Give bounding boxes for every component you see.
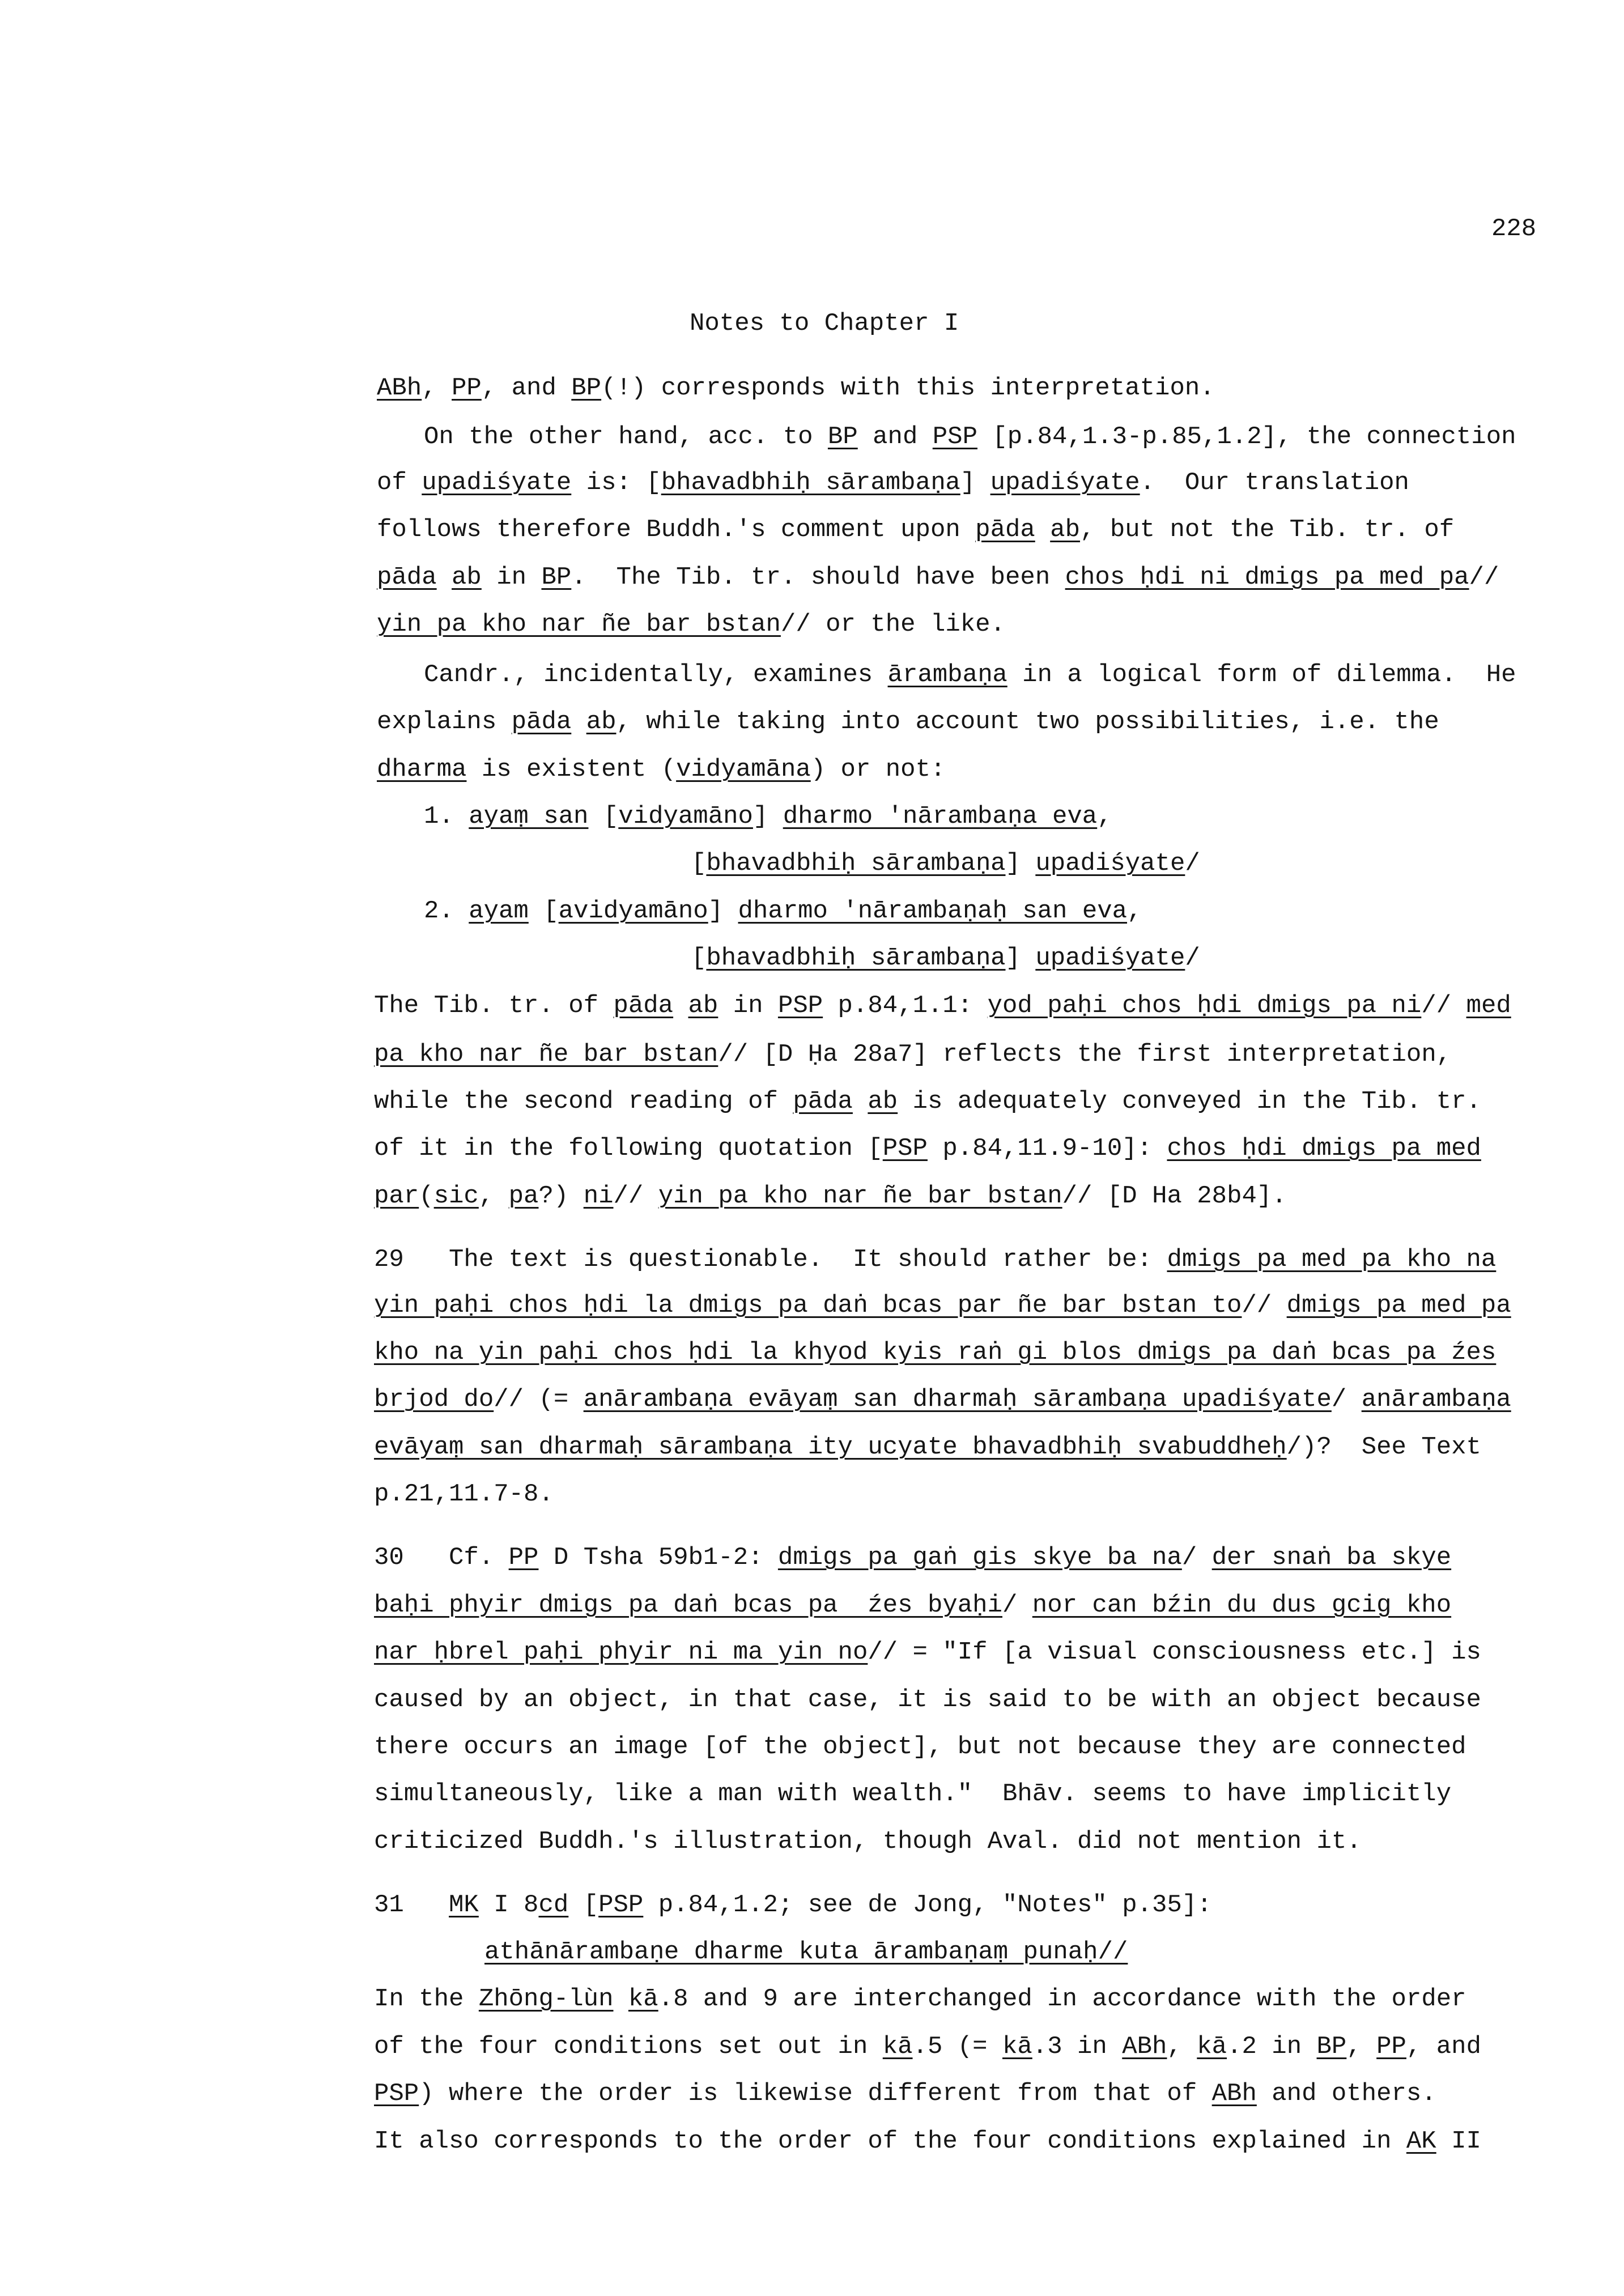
text-line bbox=[691, 847, 1200, 881]
text-run: // (= bbox=[494, 1385, 584, 1414]
text-run: explains bbox=[377, 708, 512, 736]
text-run: , but not the Tib. tr. of bbox=[1080, 516, 1455, 544]
underlined-term: kho na yin paḥi chos ḥdi la khyod kyis raṅ gi blos dmigs pa daṅ bcas pa źes bbox=[374, 1338, 1497, 1367]
underlined-term: upadiśyate bbox=[990, 469, 1140, 497]
text-run: ?) bbox=[538, 1182, 584, 1210]
text-run: In the bbox=[374, 1985, 479, 2013]
note-31-line bbox=[374, 2077, 1436, 2111]
text-run: /)? See Text bbox=[1286, 1433, 1481, 1461]
text-run: of the four conditions set out in bbox=[374, 2033, 883, 2061]
underlined-term: PSP bbox=[374, 2080, 419, 2108]
text-run: [ bbox=[528, 897, 559, 925]
underlined-term: kā bbox=[882, 2033, 913, 2061]
underlined-term: par bbox=[374, 1182, 419, 1210]
text-run: in bbox=[718, 992, 778, 1020]
text-line bbox=[374, 1038, 1451, 1072]
text-run: 1. bbox=[424, 802, 469, 831]
text-run: . Our translation bbox=[1140, 469, 1409, 497]
text-run: It also corresponds to the order of the four conditions explained in bbox=[374, 2127, 1406, 2155]
text-run bbox=[853, 1087, 868, 1116]
underlined-term: bhavadbhiḥ sārambaṇa bbox=[661, 469, 960, 497]
text-run: p.21,11.7-8. bbox=[374, 1480, 554, 1508]
underlined-term: brjod do bbox=[374, 1385, 494, 1414]
text-run: II bbox=[1436, 2127, 1481, 2155]
underlined-term: ab bbox=[688, 992, 719, 1020]
text-run: ] bbox=[753, 802, 783, 831]
text-run: On the other hand, acc. to bbox=[424, 423, 828, 451]
text-line bbox=[377, 371, 1215, 405]
underlined-term: ABh bbox=[1211, 2080, 1257, 2108]
underlined-term: BP bbox=[541, 563, 572, 592]
text-run: ) or not: bbox=[810, 755, 946, 784]
note-31-line bbox=[374, 2030, 1481, 2064]
text-run bbox=[571, 708, 586, 736]
note-29-line bbox=[374, 1430, 1481, 1464]
text-line bbox=[374, 1085, 1481, 1119]
text-run: // = "If [a visual consciousness etc.] is bbox=[868, 1638, 1481, 1666]
underlined-term: sic bbox=[433, 1182, 479, 1210]
text-run: is: [ bbox=[571, 469, 661, 497]
text-line bbox=[424, 420, 1516, 454]
underlined-term: PSP bbox=[598, 1891, 644, 1919]
underlined-term: upadiśyate bbox=[1035, 944, 1185, 972]
text-run: / bbox=[1185, 849, 1200, 878]
note-30-line bbox=[374, 1588, 1451, 1622]
underlined-term: kā bbox=[1002, 2033, 1032, 2061]
text-line bbox=[377, 752, 945, 786]
text-run: of bbox=[377, 469, 422, 497]
underlined-term: yin paḥi chos ḥdi la dmigs pa daṅ bcas par ñe bar bstan to bbox=[374, 1291, 1242, 1320]
text-run: Candr., incidentally, examines bbox=[424, 661, 888, 689]
text-run: , while taking into account two possibilities, i.e. the bbox=[616, 708, 1439, 736]
underlined-term: ABh bbox=[1122, 2033, 1167, 2061]
note-29-line bbox=[374, 1477, 554, 1511]
underlined-term: med bbox=[1466, 992, 1511, 1020]
text-run: is existent ( bbox=[466, 755, 677, 784]
underlined-term: vidyamāna bbox=[676, 755, 811, 784]
underlined-term: MK bbox=[449, 1891, 479, 1919]
text-run: [p.84,1.3-p.85,1.2], the connection bbox=[977, 423, 1516, 451]
text-run: [ bbox=[691, 849, 707, 878]
note-30-line bbox=[374, 1683, 1481, 1717]
underlined-term: ārambaṇa bbox=[887, 661, 1007, 689]
note-29-line bbox=[374, 1289, 1511, 1323]
text-run: , bbox=[478, 1182, 509, 1210]
underlined-term: PSP bbox=[882, 1134, 928, 1163]
underlined-term: pāda bbox=[511, 708, 572, 736]
underlined-term: anārambaṇa bbox=[1361, 1385, 1511, 1414]
underlined-term: PP bbox=[452, 374, 482, 402]
text-run: / bbox=[1002, 1591, 1032, 1619]
text-run: // [D Ḥa 28a7] reflects the first interpretation, bbox=[718, 1040, 1452, 1069]
text-line bbox=[424, 658, 1516, 692]
text-line bbox=[377, 560, 1499, 594]
note-30-line bbox=[374, 1777, 1451, 1811]
text-run: / bbox=[1331, 1385, 1362, 1414]
text-run: .2 in bbox=[1227, 2033, 1317, 2061]
underlined-term: PP bbox=[1376, 2033, 1406, 2061]
text-line bbox=[374, 1179, 1287, 1213]
underlined-term: nar ḥbrel paḥi phyir ni ma yin no bbox=[374, 1638, 868, 1666]
note-31-line bbox=[374, 1888, 1212, 1922]
underlined-term: bhavadbhiḥ sārambaṇa bbox=[706, 849, 1006, 878]
text-run: is adequately conveyed in the Tib. tr. bbox=[898, 1087, 1481, 1116]
underlined-term: baḥi phyir dmigs pa daṅ bcas pa źes byaḥi bbox=[374, 1591, 1002, 1619]
underlined-term: PP bbox=[508, 1544, 539, 1572]
text-run: , bbox=[1127, 897, 1142, 925]
note-30-line bbox=[374, 1730, 1466, 1764]
text-run: and others. bbox=[1256, 2080, 1436, 2108]
text-run: .8 and 9 are interchanged in accordance with the order bbox=[658, 1985, 1466, 2013]
text-run: 31 bbox=[374, 1891, 449, 1919]
underlined-term: ab bbox=[586, 708, 617, 736]
underlined-term: ab bbox=[1050, 516, 1081, 544]
underlined-term: ayam bbox=[469, 897, 529, 925]
underlined-term: kā bbox=[628, 1985, 658, 2013]
text-run bbox=[673, 992, 688, 1020]
text-run: simultaneously, like a man with wealth." Bhāv. seems to have implicitly bbox=[374, 1780, 1452, 1808]
underlined-term: upadiśyate bbox=[1035, 849, 1185, 878]
text-run: / bbox=[1185, 944, 1200, 972]
text-run: // bbox=[613, 1182, 658, 1210]
text-run: // bbox=[1469, 563, 1499, 592]
text-run: in a logical form of dilemma. He bbox=[1007, 661, 1516, 689]
underlined-term: chos ḥdi ni dmigs pa med pa bbox=[1065, 563, 1469, 592]
text-run: in bbox=[481, 563, 542, 592]
underlined-term: pa kho nar ñe bar bstan bbox=[374, 1040, 719, 1069]
underlined-term: ABh bbox=[377, 374, 422, 402]
underlined-term: PSP bbox=[777, 992, 823, 1020]
running-heading: Notes to Chapter I bbox=[690, 309, 959, 338]
underlined-term: dmigs pa med pa bbox=[1286, 1291, 1511, 1320]
note-31-verse bbox=[484, 1935, 1128, 1969]
text-line bbox=[424, 800, 1112, 834]
text-line bbox=[377, 513, 1454, 547]
text-run: // or the like. bbox=[780, 610, 1005, 639]
text-run: 30 Cf. bbox=[374, 1544, 509, 1572]
underlined-term: AK bbox=[1406, 2127, 1436, 2155]
text-run: D Tsha 59b1-2: bbox=[538, 1544, 778, 1572]
text-run: ] bbox=[708, 897, 738, 925]
text-run: there occurs an image [of the object], but not because they are connected bbox=[374, 1733, 1466, 1761]
underlined-term: avidyamāno bbox=[558, 897, 708, 925]
text-run: and bbox=[857, 423, 933, 451]
underlined-term: dmigs pa med pa kho na bbox=[1167, 1245, 1497, 1274]
text-run: , bbox=[422, 374, 452, 402]
text-run: [ bbox=[588, 802, 619, 831]
note-30-line bbox=[374, 1635, 1481, 1669]
text-line bbox=[691, 941, 1200, 975]
text-run: / bbox=[1181, 1544, 1212, 1572]
underlined-term: chos ḥdi dmigs pa med bbox=[1167, 1134, 1481, 1163]
underlined-term: yod paḥi chos ḥdi dmigs pa ni bbox=[987, 992, 1422, 1020]
underlined-term: pāda bbox=[377, 563, 437, 592]
text-line bbox=[377, 607, 1005, 641]
note-29-line bbox=[374, 1336, 1496, 1370]
text-run: .5 (= bbox=[912, 2033, 1002, 2061]
underlined-term: dharmo 'nārambaṇa eva bbox=[783, 802, 1098, 831]
underlined-term: dharma bbox=[377, 755, 467, 784]
note-31-line bbox=[374, 1982, 1466, 2016]
text-line bbox=[374, 1132, 1481, 1166]
text-run: // [D Ha 28b4]. bbox=[1062, 1182, 1287, 1210]
underlined-term: evāyaṃ san dharmaḥ sārambaṇa ity ucyate bhavadbhiḥ svabuddheḥ bbox=[374, 1433, 1287, 1461]
text-run: (!) corresponds with this interpretation. bbox=[601, 374, 1215, 402]
underlined-term: PSP bbox=[932, 423, 977, 451]
text-line bbox=[424, 894, 1142, 928]
text-run bbox=[1035, 516, 1050, 544]
text-run: p.84,1.1: bbox=[823, 992, 988, 1020]
text-run: ] bbox=[1005, 944, 1036, 972]
underlined-term: ab bbox=[868, 1087, 898, 1116]
text-run: , bbox=[1167, 2033, 1197, 2061]
underlined-term: der snaṅ ba skye bbox=[1211, 1544, 1452, 1572]
note-30-line bbox=[374, 1541, 1451, 1575]
text-run: I 8 bbox=[478, 1891, 539, 1919]
underlined-term: nor can bźin du dus gcig kho bbox=[1032, 1591, 1452, 1619]
text-run: ) where the order is likewise different from that of bbox=[419, 2080, 1212, 2108]
text-run: criticized Buddh.'s illustration, though Aval. did not mention it. bbox=[374, 1827, 1362, 1856]
text-line bbox=[374, 989, 1511, 1023]
underlined-term: cd bbox=[538, 1891, 569, 1919]
text-run: caused by an object, in that case, it is said to be with an object because bbox=[374, 1686, 1481, 1714]
text-run: // bbox=[1242, 1291, 1287, 1320]
note-29-line bbox=[374, 1383, 1511, 1417]
text-run: , bbox=[1097, 802, 1112, 831]
text-run: ] bbox=[1005, 849, 1036, 878]
underlined-term: dmigs pa gaṅ gis skye ba na bbox=[777, 1544, 1182, 1572]
underlined-term: dharmo 'nārambaṇaḥ san eva bbox=[738, 897, 1128, 925]
text-run: , bbox=[1346, 2033, 1377, 2061]
text-run: , and bbox=[1406, 2033, 1481, 2061]
note-30-line bbox=[374, 1825, 1362, 1859]
text-run bbox=[613, 1985, 628, 2013]
underlined-term: ayaṃ san bbox=[469, 802, 589, 831]
text-run: The Tib. tr. of bbox=[374, 992, 614, 1020]
underlined-term: athānārambaṇe dharme kuta ārambaṇaṃ punaḥ// bbox=[484, 1938, 1128, 1966]
underlined-term: anārambaṇa evāyaṃ san dharmaḥ sārambaṇa upadiśyate bbox=[583, 1385, 1332, 1414]
text-run: 2. bbox=[424, 897, 469, 925]
text-run: . The Tib. tr. should have been bbox=[571, 563, 1065, 592]
text-run: , and bbox=[481, 374, 572, 402]
text-run: [ bbox=[568, 1891, 599, 1919]
underlined-term: pāda bbox=[613, 992, 674, 1020]
underlined-term: upadiśyate bbox=[422, 469, 572, 497]
page-number: 228 bbox=[1491, 215, 1537, 243]
underlined-term: vidyamāno bbox=[618, 802, 753, 831]
text-run: 29 The text is questionable. It should rather be: bbox=[374, 1245, 1167, 1274]
text-run: p.84,1.2; see de Jong, "Notes" p.35]: bbox=[643, 1891, 1212, 1919]
underlined-term: BP bbox=[1316, 2033, 1347, 2061]
underlined-term: yin pa kho nar ñe bar bstan bbox=[377, 610, 781, 639]
underlined-term: BP bbox=[827, 423, 858, 451]
underlined-term: yin pa kho nar ñe bar bstan bbox=[658, 1182, 1062, 1210]
text-run: while the second reading of bbox=[374, 1087, 793, 1116]
underlined-term: Zhōng-lùn bbox=[478, 1985, 614, 2013]
underlined-term: pāda bbox=[793, 1087, 853, 1116]
text-run: .3 in bbox=[1032, 2033, 1123, 2061]
text-run: ] bbox=[960, 469, 990, 497]
text-run: [ bbox=[691, 944, 707, 972]
underlined-term: pa bbox=[508, 1182, 539, 1210]
text-run: p.84,11.9-10]: bbox=[927, 1134, 1167, 1163]
text-line bbox=[377, 705, 1439, 739]
text-run bbox=[437, 563, 452, 592]
note-29-line bbox=[374, 1243, 1496, 1277]
underlined-term: ni bbox=[583, 1182, 614, 1210]
underlined-term: pāda bbox=[975, 516, 1035, 544]
underlined-term: kā bbox=[1197, 2033, 1227, 2061]
text-run: follows therefore Buddh.'s comment upon bbox=[377, 516, 976, 544]
text-line bbox=[377, 466, 1409, 500]
underlined-term: BP bbox=[571, 374, 602, 402]
underlined-term: bhavadbhiḥ sārambaṇa bbox=[706, 944, 1006, 972]
underlined-term: ab bbox=[452, 563, 482, 592]
text-run: // bbox=[1421, 992, 1466, 1020]
text-run: of it in the following quotation [ bbox=[374, 1134, 883, 1163]
note-31-line bbox=[374, 2124, 1481, 2158]
text-run: ( bbox=[419, 1182, 434, 1210]
